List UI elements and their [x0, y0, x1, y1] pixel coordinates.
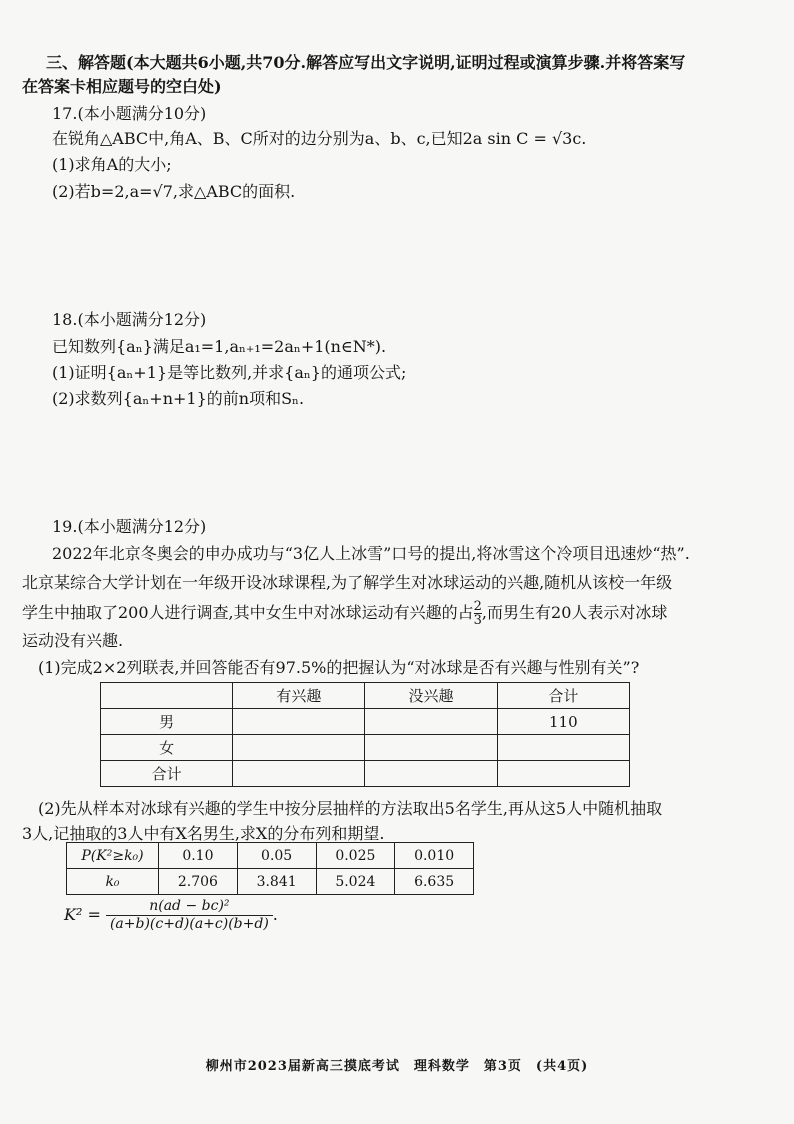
table-header-row	[101, 683, 630, 709]
table-cell: 6.635	[395, 869, 474, 895]
table-cell	[497, 761, 629, 787]
q19-para-line1: 2022年北京冬奥会的申办成功与“3亿人上冰雪”口号的提出,将冰雪这个冷项目迅速炒“热”.	[52, 544, 690, 563]
q19-part1: (1)完成2×2列联表,并回答能否有97.5%的把握认为“对冰球是否有兴趣与性别有关”?	[38, 658, 640, 677]
q19-para-line4: 运动没有兴趣.	[22, 631, 124, 650]
q19-para-line2: 北京某综合大学计划在一年级开设冰球课程,为了解学生对冰球运动的兴趣,随机从该校一年级	[22, 573, 673, 592]
table-cell: k₀	[67, 869, 159, 895]
table-cell: 男	[101, 709, 233, 735]
table-cell	[233, 709, 365, 735]
table-cell: 合计	[101, 761, 233, 787]
fraction-numerator: 2	[473, 599, 482, 614]
formula-lhs: K² =	[64, 905, 101, 924]
contingency-table	[100, 682, 630, 787]
q18-part1: (1)证明{aₙ+1}是等比数列,并求{aₙ}的通项公式;	[52, 363, 407, 382]
q19-para-line3-post: ,而男生有20人表示对冰球	[481, 603, 668, 622]
q17-header: 17.(本小题满分10分)	[52, 104, 207, 123]
section-heading-line2: 在答案卡相应题号的空白处)	[22, 77, 222, 96]
q19-para-line3	[22, 600, 667, 627]
table-cell: 3.841	[237, 869, 316, 895]
k-squared-formula	[64, 898, 278, 933]
table-cell: 女	[101, 735, 233, 761]
table-cell	[365, 761, 497, 787]
fraction-denominator: 3	[473, 613, 482, 628]
table-cell: 0.10	[159, 843, 238, 869]
table-row	[67, 843, 474, 869]
q19-para-line3-pre: 学生中抽取了200人进行调查,其中女生中对冰球运动有兴趣的占	[22, 603, 474, 622]
table-row	[101, 735, 630, 761]
formula-fraction	[106, 898, 273, 933]
q19-header: 19.(本小题满分12分)	[52, 517, 207, 536]
table-cell	[101, 683, 233, 709]
table-cell: 有兴趣	[233, 683, 365, 709]
table-cell: 0.025	[316, 843, 395, 869]
q17-stem: 在锐角△ABC中,角A、B、C所对的边分别为a、b、c,已知2a sin C = √3c.	[52, 129, 587, 148]
q17-part1: (1)求角A的大小;	[52, 155, 172, 174]
table-row	[101, 761, 630, 787]
table-row	[101, 709, 630, 735]
table-cell: 合计	[497, 683, 629, 709]
q17-part2: (2)若b=2,a=√7,求△ABC的面积.	[52, 182, 296, 201]
table-cell	[365, 709, 497, 735]
table-cell	[497, 735, 629, 761]
table-cell: 没兴趣	[365, 683, 497, 709]
table-row	[67, 869, 474, 895]
formula-numerator: n(ad − bc)²	[106, 898, 273, 916]
table-cell: P(K²≥k₀)	[67, 843, 159, 869]
table-cell	[233, 735, 365, 761]
table-cell: 2.706	[159, 869, 238, 895]
table-cell: 0.010	[395, 843, 474, 869]
table-cell: 0.05	[237, 843, 316, 869]
table-cell	[365, 735, 497, 761]
q19-part2-line2: 3人,记抽取的3人中有X名男生,求X的分布列和期望.	[22, 824, 385, 843]
formula-end: .	[272, 905, 278, 924]
section-heading-line1: 三、解答题(本大题共6小题,共70分.解答应写出文字说明,证明过程或演算步骤.并将答案写	[46, 53, 686, 72]
table-cell: 5.024	[316, 869, 395, 895]
q18-stem: 已知数列{aₙ}满足a₁=1,aₙ₊₁=2aₙ+1(n∈N*).	[52, 337, 387, 356]
table-cell: 110	[497, 709, 629, 735]
formula-denominator: (a+b)(c+d)(a+c)(b+d)	[109, 916, 269, 932]
critical-value-table	[66, 842, 474, 895]
page-footer: 柳州市2023届新高三摸底考试 理科数学 第3页 (共4页)	[205, 1059, 589, 1074]
fraction-two-thirds	[474, 600, 482, 627]
q19-part2-line1: (2)先从样本对冰球有兴趣的学生中按分层抽样的方法取出5名学生,再从这5人中随机抽取	[38, 799, 663, 818]
q18-part2: (2)求数列{aₙ+n+1}的前n项和Sₙ.	[52, 389, 305, 408]
q18-header: 18.(本小题满分12分)	[52, 310, 207, 329]
table-cell	[233, 761, 365, 787]
